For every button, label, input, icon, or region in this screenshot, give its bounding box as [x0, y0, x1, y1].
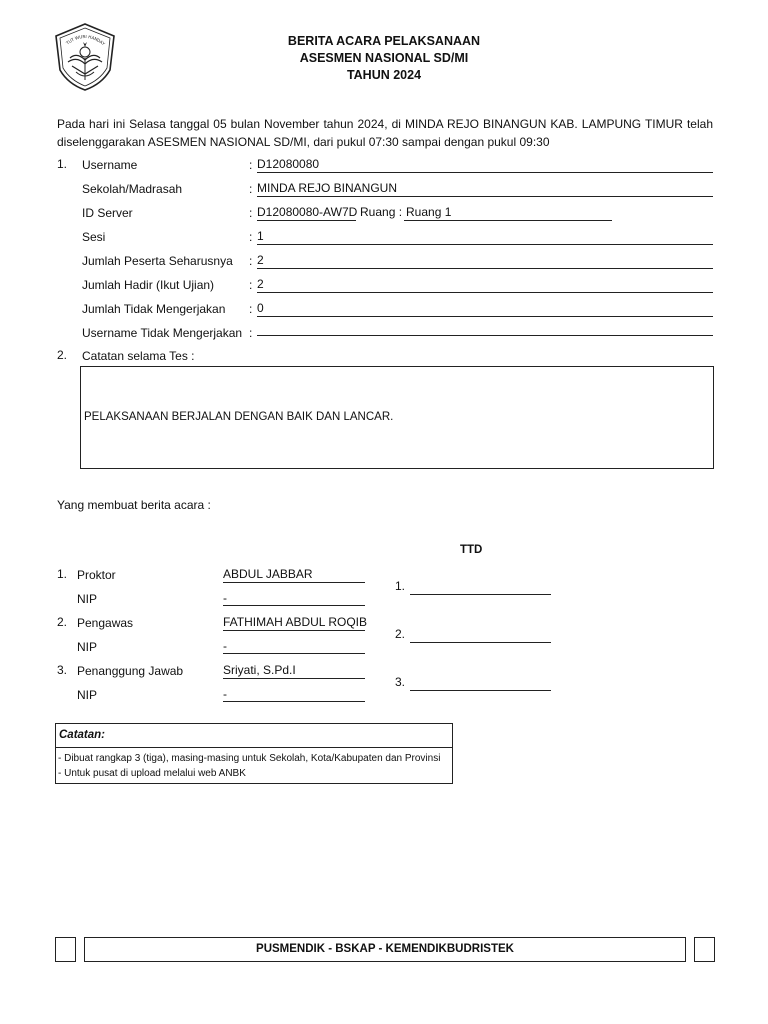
field-colon: : [249, 254, 253, 268]
intro-line2: diselenggarakan ASESMEN NASIONAL SD/MI, dari pukul 07:30 sampai dengan pukul 09:30 [57, 135, 550, 149]
field-underline [257, 244, 713, 245]
document-title-line1: BERITA ACARA PELAKSANAAN [287, 34, 481, 48]
signer-role-proktor: Proktor [77, 568, 116, 582]
signature-line [410, 594, 551, 595]
footer-text: PUSMENDIK - BSKAP - KEMENDIKBUDRISTEK [256, 943, 514, 955]
signer-name-penanggung-jawab: Sriyati, S.Pd.I [223, 663, 296, 677]
ttd-number: 1. [395, 579, 406, 593]
signer-name-underline [223, 678, 365, 679]
signer-number: 2. [57, 615, 68, 629]
field-label-absent-count: Jumlah Tidak Mengerjakan [82, 302, 226, 316]
field-colon: : [249, 182, 253, 196]
signer-nip-penanggung-jawab: - [223, 687, 227, 701]
test-notes-text: PELAKSANAAN BERJALAN DENGAN BAIK DAN LANCAR. [84, 411, 394, 423]
signer-role-penanggung-jawab: Penanggung Jawab [77, 664, 184, 678]
field-label-session: Sesi [82, 230, 106, 244]
signer-nip-label: NIP [77, 640, 98, 654]
document-title-line3: TAHUN 2024 [346, 68, 422, 82]
section1-number: 1. [57, 157, 68, 171]
signer-nip-label: NIP [77, 592, 98, 606]
catatan-line1: - Dibuat rangkap 3 (tiga), masing-masing untuk Sekolah, Kota/Kabupaten dan Provinsi [58, 753, 441, 764]
signer-role-pengawas: Pengawas [77, 616, 134, 630]
field-label-id-server: ID Server [82, 206, 133, 220]
field-value-id-server: D12080080-AW7D [257, 205, 358, 219]
field-underline [257, 196, 713, 197]
signature-line [410, 642, 551, 643]
signer-nip-pengawas: - [223, 639, 227, 653]
signer-number: 3. [57, 663, 68, 677]
ttd-label: TTD [460, 544, 483, 556]
field-colon: : [249, 326, 253, 340]
footer-right-square [694, 937, 715, 962]
catatan-title: Catatan: [59, 729, 106, 741]
field-colon: : [249, 278, 253, 292]
field-label-expected-participants: Jumlah Peserta Seharusnya [82, 254, 233, 268]
signature-line [410, 690, 551, 691]
section2-number: 2. [57, 348, 68, 362]
intro-line1: Pada hari ini Selasa tanggal 05 bulan November tahun 2024, di MINDA REJO BINANGUN KAB. LAMPUNG TIMUR telah [57, 117, 713, 131]
field-value-attendance: 2 [257, 277, 264, 291]
document-title-line2: ASESMEN NASIONAL SD/MI [299, 51, 469, 65]
field-underline [257, 316, 713, 317]
signatures-intro: Yang membuat berita acara : [57, 498, 211, 512]
signer-name-underline [223, 630, 365, 631]
field-underline [257, 292, 713, 293]
field-colon: : [249, 206, 253, 220]
field-label-school: Sekolah/Madrasah [82, 182, 183, 196]
signer-nip-proktor: - [223, 591, 227, 605]
section2-label: Catatan selama Tes : [82, 349, 195, 363]
field-label-ruang: Ruang : [360, 205, 403, 219]
catatan-divider [55, 747, 453, 748]
field-underline [257, 220, 356, 221]
field-value-session: 1 [257, 229, 264, 243]
signer-name-underline [223, 582, 365, 583]
field-value-username: D12080080 [257, 157, 320, 171]
field-value-ruang: Ruang 1 [406, 205, 452, 219]
signer-nip-underline [223, 653, 365, 654]
signer-name-pengawas: FATHIMAH ABDUL ROQIB [223, 615, 368, 629]
ttd-number: 2. [395, 627, 406, 641]
signer-name-proktor: ABDUL JABBAR [223, 567, 313, 581]
field-colon: : [249, 302, 253, 316]
field-label-username: Username [82, 158, 138, 172]
field-underline [257, 172, 713, 173]
signer-nip-label: NIP [77, 688, 98, 702]
signer-nip-underline [223, 701, 365, 702]
field-value-absent-count: 0 [257, 301, 264, 315]
signer-nip-underline [223, 605, 365, 606]
svg-text:TUT WURI HANDAYANI: TUT WURI HANDAY [65, 33, 106, 47]
signer-number: 1. [57, 567, 68, 581]
field-underline [257, 335, 713, 336]
field-colon: : [249, 158, 253, 172]
field-label-absent-usernames: Username Tidak Mengerjakan [82, 326, 243, 340]
field-value-school: MINDA REJO BINANGUN [257, 181, 398, 195]
field-underline [404, 220, 612, 221]
field-label-attendance: Jumlah Hadir (Ikut Ujian) [82, 278, 215, 292]
field-colon: : [249, 230, 253, 244]
catatan-line2: - Untuk pusat di upload melalui web ANBK [58, 768, 246, 779]
field-underline [257, 268, 713, 269]
ttd-number: 3. [395, 675, 406, 689]
field-value-expected-participants: 2 [257, 253, 264, 267]
footer-left-square [55, 937, 76, 962]
